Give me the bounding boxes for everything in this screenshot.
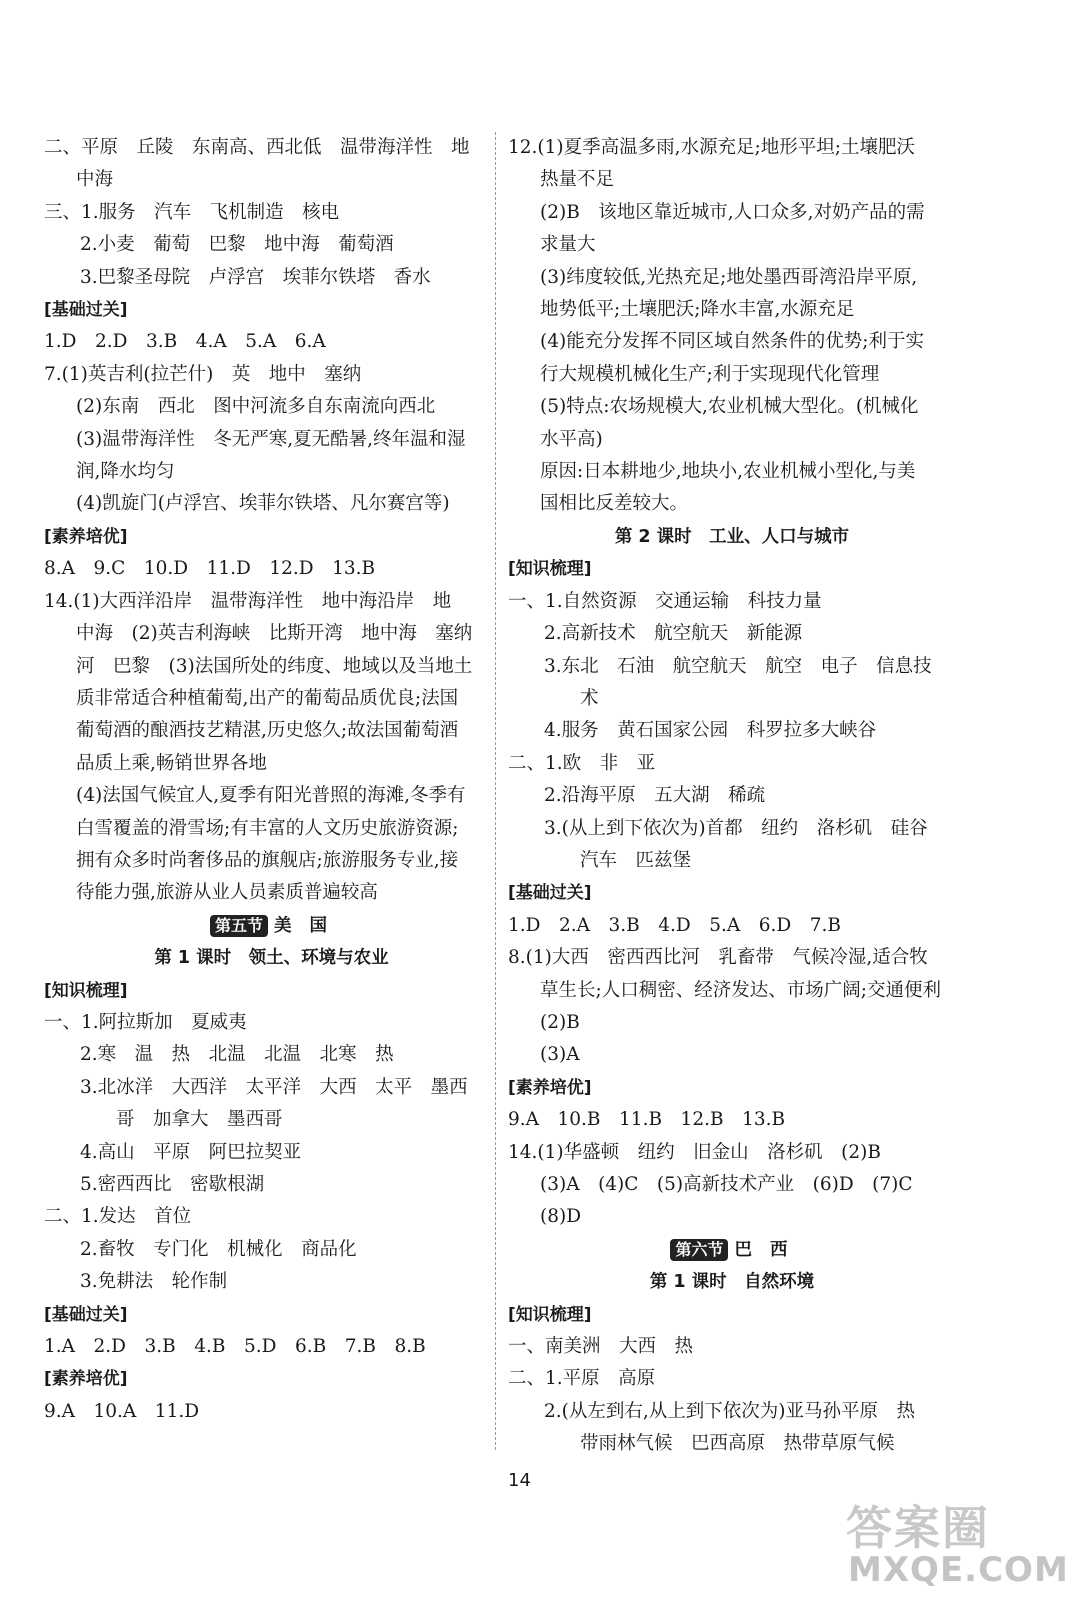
answer-line: 3.东北 石油 航空航天 航空 电子 信息技 bbox=[544, 655, 932, 677]
answer-line: 拥有众多时尚奢侈品的旗舰店;旅游服务专业,接 bbox=[76, 849, 459, 871]
answer-line: 2.寒 温 热 北温 北温 北寒 热 bbox=[80, 1044, 394, 1066]
section-badge: 第六节 bbox=[670, 1239, 728, 1261]
answer-line: 1.D 2.A 3.B 4.D 5.A 6.D 7.B bbox=[508, 914, 841, 936]
answer-line: 8.A 9.C 10.D 11.D 12.D 13.B bbox=[44, 558, 376, 580]
lesson-heading: 第 1 课时 领土、环境与农业 bbox=[154, 948, 389, 969]
answer-line: 2.(从左到右,从上到下依次为)亚马孙平原 热 bbox=[544, 1400, 915, 1422]
section-tag: [知识梳理] bbox=[508, 559, 592, 580]
lesson-heading: 第 2 课时 工业、人口与城市 bbox=[614, 526, 850, 547]
answer-line: 14.(1)大西洋沿岸 温带海洋性 地中海沿岸 地 bbox=[44, 590, 452, 612]
answer-line: 白雪覆盖的滑雪场;有丰富的人文历史旅游资源; bbox=[76, 817, 459, 839]
answer-line: 二、1.发达 首位 bbox=[44, 1206, 192, 1228]
watermark-url: MXQE.COM bbox=[848, 1550, 1069, 1590]
answer-line: 河 巴黎 (3)法国所处的纬度、地域以及当地土 bbox=[76, 655, 473, 677]
section-tag: [知识梳理] bbox=[44, 980, 128, 1001]
left-column bbox=[44, 132, 499, 1428]
answer-line: (4)能充分发挥不同区域自然条件的优势;利于实 bbox=[540, 331, 924, 353]
page-number: 14 bbox=[508, 1470, 531, 1491]
answer-line: 一、1.阿拉斯加 夏威夷 bbox=[44, 1011, 247, 1033]
answer-line: (2)B 该地区靠近城市,人口众多,对奶产品的需 bbox=[540, 201, 925, 223]
answer-line: 14.(1)华盛顿 纽约 旧金山 洛杉矶 (2)B bbox=[508, 1141, 881, 1163]
section-tag: [知识梳理] bbox=[508, 1304, 592, 1325]
answer-line: 3.北冰洋 大西洋 太平洋 大西 太平 墨西 bbox=[80, 1076, 468, 1098]
answer-line: 9.A 10.B 11.B 12.B 13.B bbox=[508, 1109, 786, 1131]
answer-line: (3)纬度较低,光热充足;地处墨西哥湾沿岸平原, bbox=[540, 266, 918, 288]
answer-line: 8.(1)大西 密西西比河 乳畜带 气候冷湿,适合牧 bbox=[508, 947, 928, 969]
answer-line: 质非常适合种植葡萄,出产的葡萄品质优良;法国 bbox=[76, 687, 459, 709]
answer-line: 1.A 2.D 3.B 4.B 5.D 6.B 7.B 8.B bbox=[44, 1336, 426, 1358]
answer-line: 术 bbox=[580, 687, 599, 709]
section-tag: [素养培优] bbox=[44, 1369, 128, 1390]
answer-line: 二、平原 丘陵 东南高、西北低 温带海洋性 地 bbox=[44, 137, 470, 158]
column-divider bbox=[495, 132, 496, 1450]
answer-line: 4.服务 黄石国家公园 科罗拉多大峡谷 bbox=[544, 720, 877, 742]
watermark bbox=[842, 1492, 1069, 1596]
answer-line: 2.沿海平原 五大湖 稀疏 bbox=[544, 785, 766, 807]
answer-line: 国相比反差较大。 bbox=[540, 493, 689, 515]
answer-line: 一、1.自然资源 交通运输 科技力量 bbox=[508, 590, 822, 612]
answer-line: 9.A 10.A 11.D bbox=[44, 1400, 200, 1422]
answer-line: (3)A bbox=[540, 1044, 580, 1066]
answer-line: 葡萄酒的酿酒技艺精湛,历史悠久;故法国葡萄酒 bbox=[76, 720, 459, 742]
answer-line: 地势低平;土壤肥沃;降水丰富,水源充足 bbox=[540, 299, 855, 321]
answer-line: 2.小麦 葡萄 巴黎 地中海 葡萄酒 bbox=[80, 234, 394, 256]
section-tag: [素养培优] bbox=[44, 526, 128, 547]
answer-line: 原因:日本耕地少,地块小,农业机械小型化,与美 bbox=[540, 461, 916, 483]
answer-line: 12.(1)夏季高温多雨,水源充足;地形平坦;土壤肥沃 bbox=[508, 137, 915, 158]
section-tag: [基础过关] bbox=[44, 1304, 128, 1325]
section-tag: [基础过关] bbox=[44, 300, 128, 321]
answer-line: 哥 加拿大 墨西哥 bbox=[116, 1109, 283, 1131]
answer-line: 草生长;人口稠密、经济发达、市场广阔;交通便利 bbox=[540, 979, 941, 1001]
answer-line: 带雨林气候 巴西高原 热带草原气候 bbox=[580, 1433, 895, 1455]
answer-line: 2.高新技术 航空航天 新能源 bbox=[544, 623, 803, 645]
answer-line: 二、1.欧 非 亚 bbox=[508, 752, 656, 774]
answer-line: 待能力强,旅游从业人员素质普遍较高 bbox=[76, 882, 378, 904]
answer-line: 中海 (2)英吉利海峡 比斯开湾 地中海 塞纳 bbox=[76, 623, 473, 645]
answer-line: 热量不足 bbox=[540, 169, 615, 191]
answer-line: 中海 bbox=[76, 169, 114, 191]
right-column bbox=[508, 132, 956, 1461]
answer-line: (2)B bbox=[540, 1011, 580, 1033]
answer-line: 1.D 2.D 3.B 4.A 5.A 6.A bbox=[44, 331, 326, 353]
answer-line: 行大规模机械化生产;利于实现现代化管理 bbox=[540, 363, 880, 385]
section-title: 巴 西 bbox=[734, 1239, 794, 1260]
watermark-logo: 答案圈 bbox=[846, 1501, 990, 1555]
answer-line: (5)特点:农场规模大,农业机械大型化。(机械化 bbox=[540, 396, 919, 418]
answer-line: 7.(1)英吉利(拉芒什) 英 地中 塞纳 bbox=[44, 363, 362, 385]
section-tag: [基础过关] bbox=[508, 883, 592, 904]
answer-line: 品质上乘,畅销世界各地 bbox=[76, 752, 267, 774]
answer-line: 汽车 匹兹堡 bbox=[580, 849, 692, 871]
answer-line: (2)东南 西北 图中河流多自东南流向西北 bbox=[76, 396, 436, 418]
section-heading bbox=[508, 1234, 956, 1266]
answer-line: 水平高) bbox=[540, 428, 603, 450]
answer-line: 5.密西西比 密歇根湖 bbox=[80, 1174, 265, 1195]
answer-line: 3.(从上到下依次为)首都 纽约 洛杉矶 硅谷 bbox=[544, 817, 928, 839]
section-title: 美 国 bbox=[273, 915, 334, 936]
answer-line: 润,降水均匀 bbox=[76, 461, 175, 483]
answer-line: 3.巴黎圣母院 卢浮宫 埃菲尔铁塔 香水 bbox=[80, 266, 431, 288]
answer-line: 求量大 bbox=[540, 234, 596, 256]
answer-line: 3.免耕法 轮作制 bbox=[80, 1271, 228, 1293]
answer-line: 4.高山 平原 阿巴拉契亚 bbox=[80, 1141, 302, 1163]
section-heading bbox=[44, 910, 499, 942]
section-badge: 第五节 bbox=[210, 915, 268, 937]
answer-line: (3)温带海洋性 冬无严寒,夏无酷暑,终年温和湿 bbox=[76, 428, 466, 450]
answer-line: 2.畜牧 专门化 机械化 商品化 bbox=[80, 1238, 357, 1260]
answer-line: 二、1.平原 高原 bbox=[508, 1368, 656, 1390]
answer-line: (4)法国气候宜人,夏季有阳光普照的海滩,冬季有 bbox=[76, 785, 466, 807]
lesson-heading: 第 1 课时 自然环境 bbox=[649, 1272, 815, 1293]
answer-line: (3)A (4)C (5)高新技术产业 (6)D (7)C bbox=[540, 1174, 913, 1195]
answer-line: 三、1.服务 汽车 飞机制造 核电 bbox=[44, 201, 340, 223]
answer-line: 一、南美洲 大西 热 bbox=[508, 1336, 694, 1358]
answer-line: (8)D bbox=[540, 1206, 582, 1228]
section-tag: [素养培优] bbox=[508, 1077, 592, 1098]
answer-line: (4)凯旋门(卢浮宫、埃菲尔铁塔、凡尔赛宫等) bbox=[76, 493, 450, 515]
